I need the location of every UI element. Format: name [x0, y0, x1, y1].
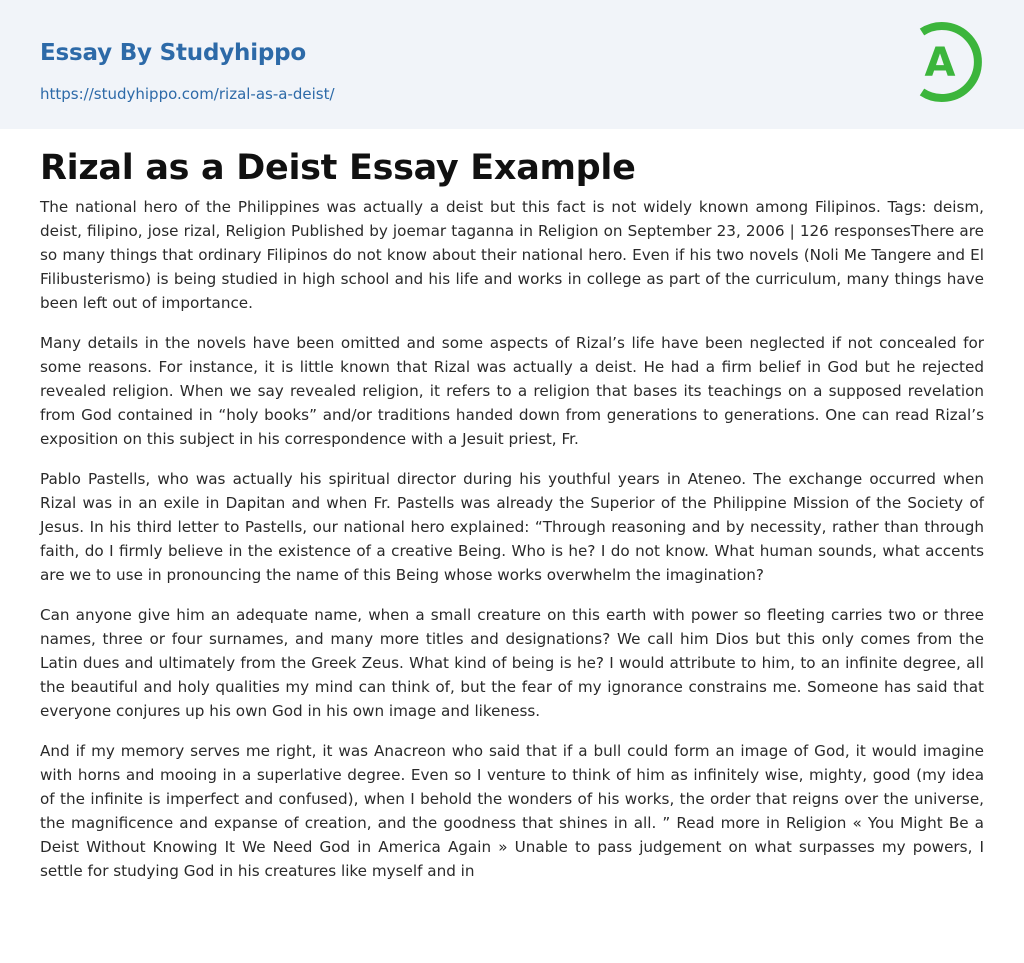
paragraph-5: And if my memory serves me right, it was Anacreon who said that if a bull could form an image of God, it would imagine with horns and mooing in a superlative degree. Even so I venture to think of him as infinitely wise, mighty, good (my idea of the infinite is imperfect and confused), when I behold the wonders of his works, the order that reigns over the universe, the magnificence and expanse of creation, and the goodness that shines in all. ” Read more in Religion « You Might Be a Deist Without Knowing It We Need God in America Again » Unable to pass judgement on what surpasses my powers, I settle for studying God in his creatures like myself and in	[40, 742, 984, 880]
brand-title[interactable]: Essay By Studyhippo	[40, 40, 307, 66]
paragraph-4: Can anyone give him an adequate name, when a small creature on this earth with power so fleeting carries two or three names, three or four surnames, and many more titles and designations? We call him Dios but this only comes from the Latin dues and ultimately from the Greek Zeus. What kind of being is he? I would attribute to him, to an infinite degree, all the beautiful and holy qualities my mind can think of, but the fear of my ignorance constrains me. Someone has said that everyone conjures up his own God in his own image and likeness.	[40, 606, 984, 720]
paragraph-2: Many details in the novels have been omitted and some aspects of Rizal’s life have been neglected if not concealed for some reasons. For instance, it is little known that Rizal was actually a deist. He had a firm belief in God but he rejected revealed religion. When we say revealed religion, it refers to a religion that bases its teachings on a supposed revelation from God contained in “holy books” and/or traditions handed down from generations to generations. One can read Rizal’s exposition on this subject in his correspondence with a Jesuit priest, Fr.	[40, 334, 984, 448]
paragraph-3: Pablo Pastells, who was actually his spiritual director during his youthful years in Ateneo. The exchange occurred when Rizal was in an exile in Dapitan and when Fr. Pastells was already the Superior of the Philippine Mission of the Society of Jesus. In his third letter to Pastells, our national hero explained: “Through reasoning and by necessity, rather than through faith, do I firmly believe in the existence of a creative Being. Who is he? I do not know. What human sounds, what accents are we to use in pronouncing the name of this Being whose works overwhelm the imagination?	[40, 470, 984, 584]
logo-letter: A	[924, 40, 956, 86]
studyhippo-logo-icon[interactable]	[910, 18, 988, 106]
site-header	[0, 0, 1024, 129]
article-url-link[interactable]: https://studyhippo.com/rizal-as-a-deist/	[40, 85, 335, 103]
article	[0, 129, 1024, 883]
paragraph-1: The national hero of the Philippines was actually a deist but this fact is not widely known among Filipinos. Tags: deism, deist, filipino, jose rizal, Religion Published by joemar taganna in Religion on September 23, 2006 | 126 responsesThere are so many things that ordinary Filipinos do not know about their national hero. Even if his two novels (Noli Me Tangere and El Filibusterismo) is being studied in high school and his life and works in college as part of the curriculum, many things have been left out of importance.	[40, 198, 984, 312]
article-title: Rizal as a Deist Essay Example	[40, 148, 636, 188]
